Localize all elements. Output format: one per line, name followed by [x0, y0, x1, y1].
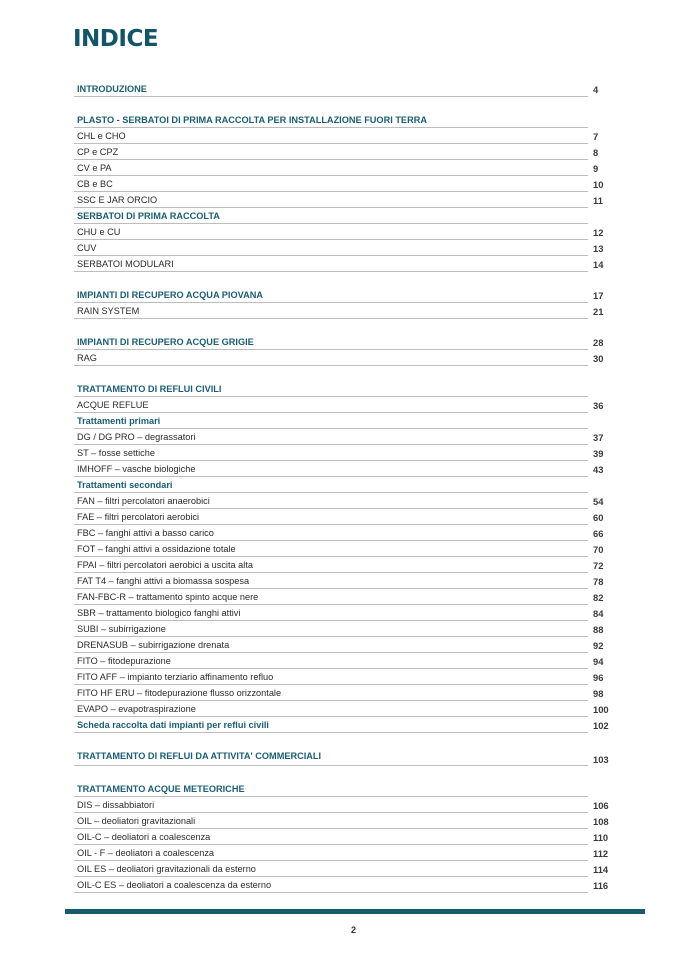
toc-entry-label: OIL ES – deoliatori gravitazionali da esterno — [77, 864, 256, 874]
toc-entry-label: FITO HF ERU – fitodepurazione flusso orizzontale — [77, 688, 282, 698]
toc-entry[interactable] — [74, 397, 614, 413]
toc-entry-label: OIL - F – deoliatori a coalescenza — [77, 848, 215, 858]
toc-entry-label: TRATTAMENTO DI REFLUI DA ATTIVITA' COMMERCIALI — [77, 751, 322, 761]
toc-entry[interactable] — [74, 256, 614, 272]
toc-entry-label: TRATTAMENTO DI REFLUI CIVILI — [77, 384, 222, 394]
toc-subheading[interactable] — [74, 413, 614, 429]
toc-entry-page: 84 — [593, 608, 604, 619]
toc-entry-page: 110 — [593, 832, 609, 843]
toc-entry[interactable] — [74, 845, 614, 861]
toc-entry[interactable] — [74, 861, 614, 877]
toc-entry[interactable] — [74, 589, 614, 605]
toc-entry[interactable] — [74, 493, 614, 509]
toc-entry-page: 60 — [593, 512, 604, 523]
row-divider — [74, 96, 588, 97]
toc-entry-label: CB e BC — [77, 179, 113, 189]
toc-entry-label: PLASTO - SERBATOI DI PRIMA RACCOLTA PER INSTALLAZIONE FUORI TERRA — [77, 115, 427, 125]
toc-entry-label: FITO AFF – impianto terziario affinamento refluo — [77, 672, 274, 682]
toc-entry-label: CP e CPZ — [77, 147, 119, 157]
toc-entry-label: IMPIANTI DI RECUPERO ACQUE GRIGIE — [77, 337, 254, 347]
toc-entry-label: Trattamenti secondari — [77, 480, 173, 490]
toc-subheading[interactable] — [74, 208, 614, 224]
toc-entry-label: SERBATOI DI PRIMA RACCOLTA — [77, 211, 220, 221]
toc-entry-label: DG / DG PRO – degrassatori — [77, 432, 196, 442]
toc-entry[interactable] — [74, 621, 614, 637]
toc-entry-page: 70 — [593, 544, 604, 555]
toc-entry[interactable] — [74, 445, 614, 461]
toc-entry-label: FAT T4 – fanghi attivi a biomassa sospesa — [77, 576, 250, 586]
toc-entry[interactable] — [74, 637, 614, 653]
table-of-contents — [74, 81, 614, 893]
toc-entry-page: 82 — [593, 592, 604, 603]
toc-entry-page: 66 — [593, 528, 604, 539]
toc-entry[interactable] — [74, 525, 614, 541]
toc-entry-label: FITO – fitodepurazione — [77, 656, 171, 666]
toc-entry-page: 98 — [593, 688, 604, 699]
toc-entry-page: 9 — [593, 163, 599, 174]
toc-entry-label: FAN-FBC-R – trattamento spinto acque nere — [77, 592, 259, 602]
section-spacer — [74, 272, 614, 287]
toc-entry-page: 88 — [593, 624, 604, 635]
toc-entry-label: DRENASUB – subirrigazione drenata — [77, 640, 230, 650]
toc-entry-page: 28 — [593, 337, 604, 348]
toc-entry-label: OIL-C ES – deoliatori a coalescenza da esterno — [77, 880, 272, 890]
toc-entry-label: OIL – deoliatori gravitazionali — [77, 816, 196, 826]
section-spacer — [74, 733, 614, 748]
toc-entry-page: 10 — [593, 179, 604, 190]
toc-entry[interactable] — [74, 653, 614, 669]
toc-entry-label: CUV — [77, 243, 97, 253]
toc-entry-page: 12 — [593, 227, 604, 238]
toc-entry[interactable] — [74, 829, 614, 845]
toc-section-heading[interactable] — [74, 112, 614, 128]
toc-entry[interactable] — [74, 701, 614, 717]
toc-entry-page: 72 — [593, 560, 604, 571]
toc-entry[interactable] — [74, 128, 614, 144]
toc-entry[interactable] — [74, 176, 614, 192]
toc-entry[interactable] — [74, 813, 614, 829]
toc-entry-label: TRATTAMENTO ACQUE METEORICHE — [77, 784, 245, 794]
toc-entry-label: OIL-C – deoliatori a coalescenza — [77, 832, 211, 842]
toc-entry-page: 103 — [593, 754, 609, 765]
toc-entry[interactable] — [74, 685, 614, 701]
row-divider — [74, 318, 588, 319]
toc-entry[interactable] — [74, 160, 614, 176]
toc-entry-label: FAN – filtri percolatori anaerobici — [77, 496, 210, 506]
toc-entry[interactable] — [74, 797, 614, 813]
toc-entry[interactable] — [74, 192, 614, 208]
footer-bar — [65, 909, 645, 914]
toc-entry-page: 108 — [593, 816, 609, 827]
toc-section-heading[interactable] — [74, 748, 614, 766]
section-spacer — [74, 97, 614, 112]
toc-entry-label: INTRODUZIONE — [77, 84, 147, 94]
toc-entry[interactable] — [74, 240, 614, 256]
section-spacer — [74, 319, 614, 334]
row-divider — [74, 765, 588, 766]
toc-section-heading[interactable] — [74, 334, 614, 350]
toc-entry-label: SUBI – subirrigazione — [77, 624, 166, 634]
toc-subheading[interactable] — [74, 477, 614, 493]
toc-entry-page: 4 — [593, 84, 599, 95]
toc-entry-page: 7 — [593, 131, 599, 142]
row-divider — [74, 271, 588, 272]
toc-entry-page: 36 — [593, 400, 604, 411]
toc-entry-label: RAG — [77, 353, 97, 363]
toc-entry-page: 8 — [593, 147, 599, 158]
toc-entry[interactable] — [74, 429, 614, 445]
toc-entry[interactable] — [74, 461, 614, 477]
toc-entry-label: CHL e CHO — [77, 131, 126, 141]
toc-entry-label: IMHOFF – vasche biologiche — [77, 464, 196, 474]
toc-entry-label: IMPIANTI DI RECUPERO ACQUA PIOVANA — [77, 290, 263, 300]
toc-entry-label: FOT – fanghi attivi a ossidazione totale — [77, 544, 236, 554]
toc-section-heading[interactable] — [74, 381, 614, 397]
section-spacer — [74, 366, 614, 381]
page-title: INDICE — [73, 26, 159, 52]
section-spacer — [74, 766, 614, 781]
toc-subheading[interactable] — [74, 717, 614, 733]
toc-entry-label: DIS – dissabbiatori — [77, 800, 155, 810]
toc-entry-label: FPAI – filtri percolatori aerobici a uscita alta — [77, 560, 253, 570]
toc-entry-page: 39 — [593, 448, 604, 459]
toc-entry-page: 54 — [593, 496, 604, 507]
toc-entry-label: Trattamenti primari — [77, 416, 161, 426]
page-number: 2 — [351, 925, 357, 935]
toc-entry-page: 13 — [593, 243, 604, 254]
row-divider — [74, 892, 588, 893]
toc-entry-page: 112 — [593, 848, 609, 859]
toc-section-heading[interactable] — [74, 781, 614, 797]
toc-entry-label: ACQUE REFLUE — [77, 400, 149, 410]
toc-entry-label: ST – fosse settiche — [77, 448, 155, 458]
toc-entry[interactable] — [74, 144, 614, 160]
toc-entry-label: RAIN SYSTEM — [77, 306, 140, 316]
toc-entry-page: 114 — [593, 864, 609, 875]
toc-entry-page: 78 — [593, 576, 604, 587]
toc-section-heading[interactable] — [74, 287, 614, 303]
toc-entry-page: 11 — [593, 195, 603, 206]
toc-entry[interactable] — [74, 877, 614, 893]
toc-entry[interactable] — [74, 573, 614, 589]
toc-entry[interactable] — [74, 557, 614, 573]
toc-entry[interactable] — [74, 509, 614, 525]
toc-entry-page: 92 — [593, 640, 604, 651]
toc-entry-page: 30 — [593, 353, 604, 364]
toc-entry[interactable] — [74, 303, 614, 319]
toc-entry-page: 94 — [593, 656, 604, 667]
toc-entry-page: 17 — [593, 290, 604, 301]
toc-entry-label: EVAPO – evapotraspirazione — [77, 704, 196, 714]
toc-entry-page: 37 — [593, 432, 604, 443]
toc-entry-label: CV e PA — [77, 163, 112, 173]
row-divider — [74, 365, 588, 366]
toc-entry-label: FBC – fanghi attivi a basso carico — [77, 528, 214, 538]
toc-entry-page: 21 — [593, 306, 604, 317]
toc-entry-label: Scheda raccolta dati impianti per reflui civili — [77, 720, 269, 730]
toc-entry-page: 14 — [593, 259, 604, 270]
toc-entry[interactable] — [74, 224, 614, 240]
toc-entry[interactable] — [74, 350, 614, 366]
toc-entry-label: FAE – filtri percolatori aerobici — [77, 512, 200, 522]
toc-entry-label: CHU e CU — [77, 227, 121, 237]
toc-entry-page: 96 — [593, 672, 604, 683]
toc-entry-page: 116 — [593, 880, 609, 891]
row-divider — [74, 732, 588, 733]
toc-entry[interactable] — [74, 669, 614, 685]
toc-entry-page: 100 — [593, 704, 609, 715]
toc-entry-page: 102 — [593, 720, 609, 731]
toc-entry-page: 106 — [593, 800, 609, 811]
toc-entry-page: 43 — [593, 464, 604, 475]
toc-entry-label: SSC E JAR ORCIO — [77, 195, 158, 205]
toc-entry[interactable] — [74, 605, 614, 621]
toc-section-heading[interactable] — [74, 81, 614, 97]
toc-entry-label: SERBATOI MODULARI — [77, 259, 174, 269]
toc-entry[interactable] — [74, 541, 614, 557]
toc-entry-label: SBR – trattamento biologico fanghi attivi — [77, 608, 241, 618]
